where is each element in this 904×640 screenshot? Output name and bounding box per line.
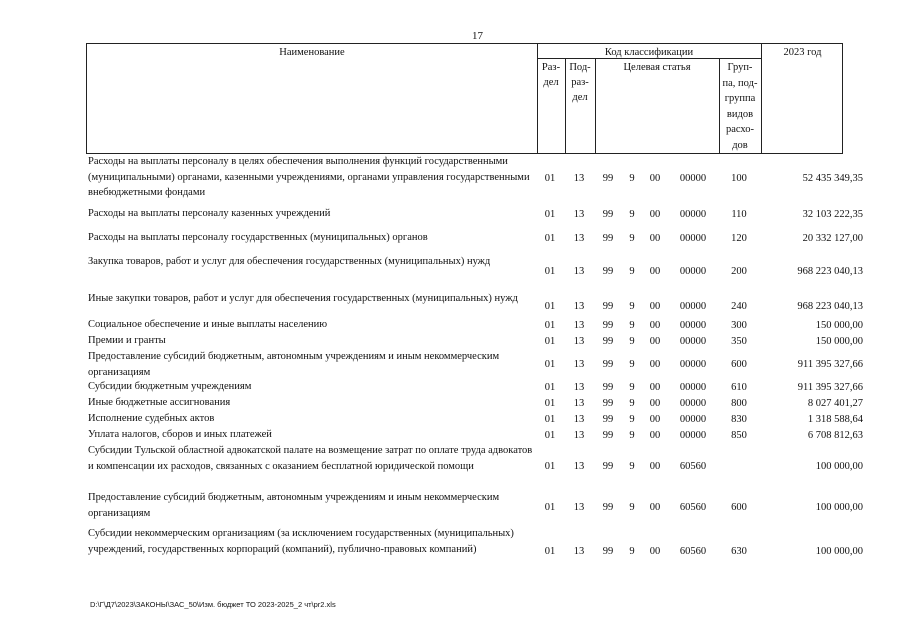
- row-code-cs3: 00: [649, 397, 661, 409]
- row-name: Предоставление субсидий бюджетным, автономным учреждениям и иным некоммерческим организациям: [88, 351, 500, 378]
- row-code-podrazdel: 13: [573, 300, 585, 312]
- row-amount: 20 332 127,00: [802, 232, 863, 244]
- row-code-cs1: 99: [602, 461, 614, 472]
- row-code-vid: 300: [731, 319, 747, 331]
- row-code-cs3: 00: [649, 381, 661, 393]
- row-code-cs2: 9: [629, 501, 635, 513]
- table-row: [86, 526, 863, 576]
- row-amount: 150 000,00: [815, 335, 863, 347]
- row-code-cs4: 00000: [679, 300, 707, 312]
- row-amount: 150 000,00: [815, 319, 863, 331]
- row-code-cs3: 00: [649, 265, 661, 277]
- table-row: [86, 427, 863, 443]
- row-code-cs3: 00: [649, 172, 661, 184]
- file-path-footer: D:\Г\Д7\2023\ЗАКОНЫ\ЗАС_50\Изм. бюджет ТО 2023-2025_2 чт\pr2.xls: [90, 600, 336, 609]
- row-code-cs2: 9: [629, 265, 635, 277]
- header-target: Целевая статья: [623, 62, 691, 73]
- row-code-cs4: 00000: [679, 232, 707, 244]
- row-amount: 8 027 401,27: [807, 397, 863, 409]
- row-amount: 100 000,00: [815, 501, 863, 513]
- row-code-cs1: 99: [602, 545, 614, 557]
- row-name: Субсидии некоммерческим организациям (за исключением государственных (муниципальных) учреждений, государственных корпораций (компаний), публично-правовых компаний): [88, 528, 514, 555]
- row-amount: 100 000,00: [815, 461, 863, 472]
- row-code-cs2: 9: [629, 461, 635, 472]
- row-amount: 968 223 040,13: [797, 300, 863, 312]
- row-code-vid: 630: [731, 545, 747, 557]
- row-code-cs3: 00: [649, 208, 661, 220]
- row-code-cs4: 60560: [679, 461, 707, 472]
- row-code-cs1: 99: [602, 300, 614, 312]
- row-code-podrazdel: 13: [573, 429, 585, 441]
- row-name: Закупка товаров, работ и услуг для обеспечения государственных (муниципальных) нужд: [88, 256, 491, 267]
- row-amount: 1 318 588,64: [807, 413, 863, 425]
- header-subsection: Под- раз- дел: [569, 62, 591, 103]
- row-code-razdel: 01: [544, 172, 556, 184]
- row-code-cs3: 00: [649, 232, 661, 244]
- header-classification: Код классификации: [604, 47, 694, 58]
- table-row: [86, 411, 863, 427]
- row-code-razdel: 01: [544, 335, 556, 347]
- row-code-cs4: 00000: [679, 397, 707, 409]
- row-name: Уплата налогов, сборов и иных платежей: [88, 429, 272, 440]
- row-code-vid: 120: [731, 232, 747, 244]
- row-code-cs1: 99: [602, 429, 614, 441]
- row-code-razdel: 01: [544, 381, 556, 393]
- table-row: [86, 206, 863, 222]
- row-amount: 968 223 040,13: [797, 265, 863, 277]
- row-code-cs2: 9: [629, 429, 635, 441]
- row-code-razdel: 01: [544, 300, 556, 312]
- table-header: [86, 43, 843, 154]
- row-code-cs1: 99: [602, 172, 614, 184]
- row-code-cs3: 00: [649, 358, 661, 370]
- row-code-podrazdel: 13: [573, 319, 585, 331]
- row-code-cs1: 99: [602, 335, 614, 347]
- page-number: 17: [472, 30, 483, 42]
- header-year: 2023 год: [783, 47, 822, 58]
- row-code-vid: 850: [731, 429, 747, 441]
- row-code-cs2: 9: [629, 381, 635, 393]
- row-code-razdel: 01: [544, 397, 556, 409]
- row-code-cs1: 99: [602, 358, 614, 370]
- row-code-cs2: 9: [629, 172, 635, 184]
- row-code-vid: 610: [731, 381, 747, 393]
- row-code-podrazdel: 13: [573, 397, 585, 409]
- row-code-razdel: 01: [544, 208, 556, 220]
- row-code-cs4: 00000: [679, 335, 707, 347]
- row-code-podrazdel: 13: [573, 335, 585, 347]
- row-code-cs1: 99: [602, 208, 614, 220]
- row-code-cs4: 00000: [679, 208, 707, 220]
- row-code-cs4: 00000: [679, 265, 707, 277]
- row-amount: 52 435 349,35: [802, 172, 863, 184]
- row-code-vid: 600: [731, 358, 747, 370]
- row-code-podrazdel: 13: [573, 265, 585, 277]
- table-row: [86, 379, 863, 395]
- row-code-vid: 600: [731, 501, 747, 513]
- row-code-cs3: 00: [649, 319, 661, 331]
- row-code-vid: 240: [731, 300, 747, 312]
- table-row: [86, 230, 863, 246]
- table-row: [86, 349, 863, 379]
- row-code-razdel: 01: [544, 413, 556, 425]
- row-amount: 911 395 327,66: [797, 381, 863, 393]
- row-code-podrazdel: 13: [573, 545, 585, 557]
- row-code-vid: 100: [731, 172, 747, 184]
- row-code-podrazdel: 13: [573, 232, 585, 244]
- row-code-cs1: 99: [602, 501, 614, 513]
- row-code-cs4: 60560: [679, 545, 707, 557]
- row-code-podrazdel: 13: [573, 413, 585, 425]
- row-code-cs2: 9: [629, 335, 635, 347]
- row-code-cs1: 99: [602, 319, 614, 331]
- row-code-cs4: 00000: [679, 172, 707, 184]
- row-code-cs4: 00000: [679, 319, 707, 331]
- row-name: Иные бюджетные ассигнования: [88, 397, 231, 408]
- row-name: Премии и гранты: [88, 335, 166, 346]
- row-code-cs2: 9: [629, 545, 635, 557]
- row-code-cs3: 00: [649, 413, 661, 425]
- table-row: [86, 333, 863, 349]
- row-name: Субсидии бюджетным учреждениям: [88, 381, 252, 392]
- row-code-razdel: 01: [544, 461, 556, 472]
- row-code-cs1: 99: [602, 413, 614, 425]
- row-code-razdel: 01: [544, 232, 556, 244]
- row-code-razdel: 01: [544, 358, 556, 370]
- row-code-cs2: 9: [629, 358, 635, 370]
- row-code-razdel: 01: [544, 319, 556, 331]
- row-code-podrazdel: 13: [573, 208, 585, 220]
- row-code-vid: 200: [731, 265, 747, 277]
- row-code-razdel: 01: [544, 501, 556, 513]
- row-code-cs2: 9: [629, 208, 635, 220]
- row-name: Субсидии Тульской областной адвокатской палате на возмещение затрат по оплате труда адвокатов и компенсации их расходов, связанных с оказанием бесплатной юридической помощи: [88, 445, 533, 472]
- row-code-cs4: 00000: [679, 429, 707, 441]
- row-name: Расходы на выплаты персоналу государственных (муниципальных) органов: [88, 232, 428, 243]
- row-name: Иные закупки товаров, работ и услуг для обеспечения государственных (муниципальных) нужд: [88, 293, 518, 304]
- row-code-cs1: 99: [602, 397, 614, 409]
- row-code-razdel: 01: [544, 545, 556, 557]
- table-row: [86, 154, 863, 202]
- row-code-cs3: 00: [649, 429, 661, 441]
- row-code-cs3: 00: [649, 335, 661, 347]
- row-name: Расходы на выплаты персоналу казенных учреждений: [88, 208, 331, 219]
- row-code-vid: 800: [731, 397, 747, 409]
- row-name: Расходы на выплаты персоналу в целях обеспечения выполнения функций государственными (муниципальными) органами, казенными учреждениями, органами управления государственными внебюджетными фондами: [88, 156, 530, 198]
- table-row: [86, 317, 863, 333]
- row-code-cs2: 9: [629, 397, 635, 409]
- row-code-podrazdel: 13: [573, 381, 585, 393]
- row-code-cs4: 00000: [679, 413, 707, 425]
- row-amount: 6 708 812,63: [807, 429, 863, 441]
- row-code-vid: 350: [731, 335, 747, 347]
- row-code-podrazdel: 13: [573, 501, 585, 513]
- row-amount: 100 000,00: [815, 545, 863, 557]
- row-code-cs1: 99: [602, 381, 614, 393]
- row-code-vid: 110: [731, 208, 747, 220]
- header-section: Раз- дел: [541, 62, 561, 88]
- table-row: [86, 490, 863, 524]
- row-name: Исполнение судебных актов: [88, 413, 215, 424]
- row-code-cs1: 99: [602, 265, 614, 277]
- header-expense-group: Груп- па, под- группа видов расхо- дов: [722, 62, 758, 151]
- row-code-razdel: 01: [544, 429, 556, 441]
- row-code-podrazdel: 13: [573, 461, 585, 472]
- row-code-cs3: 00: [649, 300, 661, 312]
- table-row: [86, 395, 863, 411]
- row-code-cs4: 60560: [679, 501, 707, 513]
- row-name: Предоставление субсидий бюджетным, автономным учреждениям и иным некоммерческим организациям: [88, 492, 500, 519]
- row-code-cs3: 00: [649, 501, 661, 513]
- row-code-cs2: 9: [629, 319, 635, 331]
- row-code-podrazdel: 13: [573, 172, 585, 184]
- row-code-cs2: 9: [629, 232, 635, 244]
- row-name: Социальное обеспечение и иные выплаты населению: [88, 319, 328, 330]
- header-name: Наименование: [279, 47, 345, 58]
- row-amount: 32 103 222,35: [802, 208, 863, 220]
- row-amount: 911 395 327,66: [797, 358, 863, 370]
- row-code-cs1: 99: [602, 232, 614, 244]
- row-code-cs2: 9: [629, 300, 635, 312]
- row-code-vid: 830: [731, 413, 747, 425]
- row-code-podrazdel: 13: [573, 358, 585, 370]
- row-code-cs4: 00000: [679, 358, 707, 370]
- table-row: [86, 254, 863, 288]
- row-code-cs2: 9: [629, 413, 635, 425]
- row-code-razdel: 01: [544, 265, 556, 277]
- row-code-cs3: 00: [649, 545, 661, 557]
- table-row: [86, 443, 863, 490]
- row-code-cs3: 00: [649, 461, 661, 472]
- header-divider: [761, 44, 762, 153]
- row-code-cs4: 00000: [679, 381, 707, 393]
